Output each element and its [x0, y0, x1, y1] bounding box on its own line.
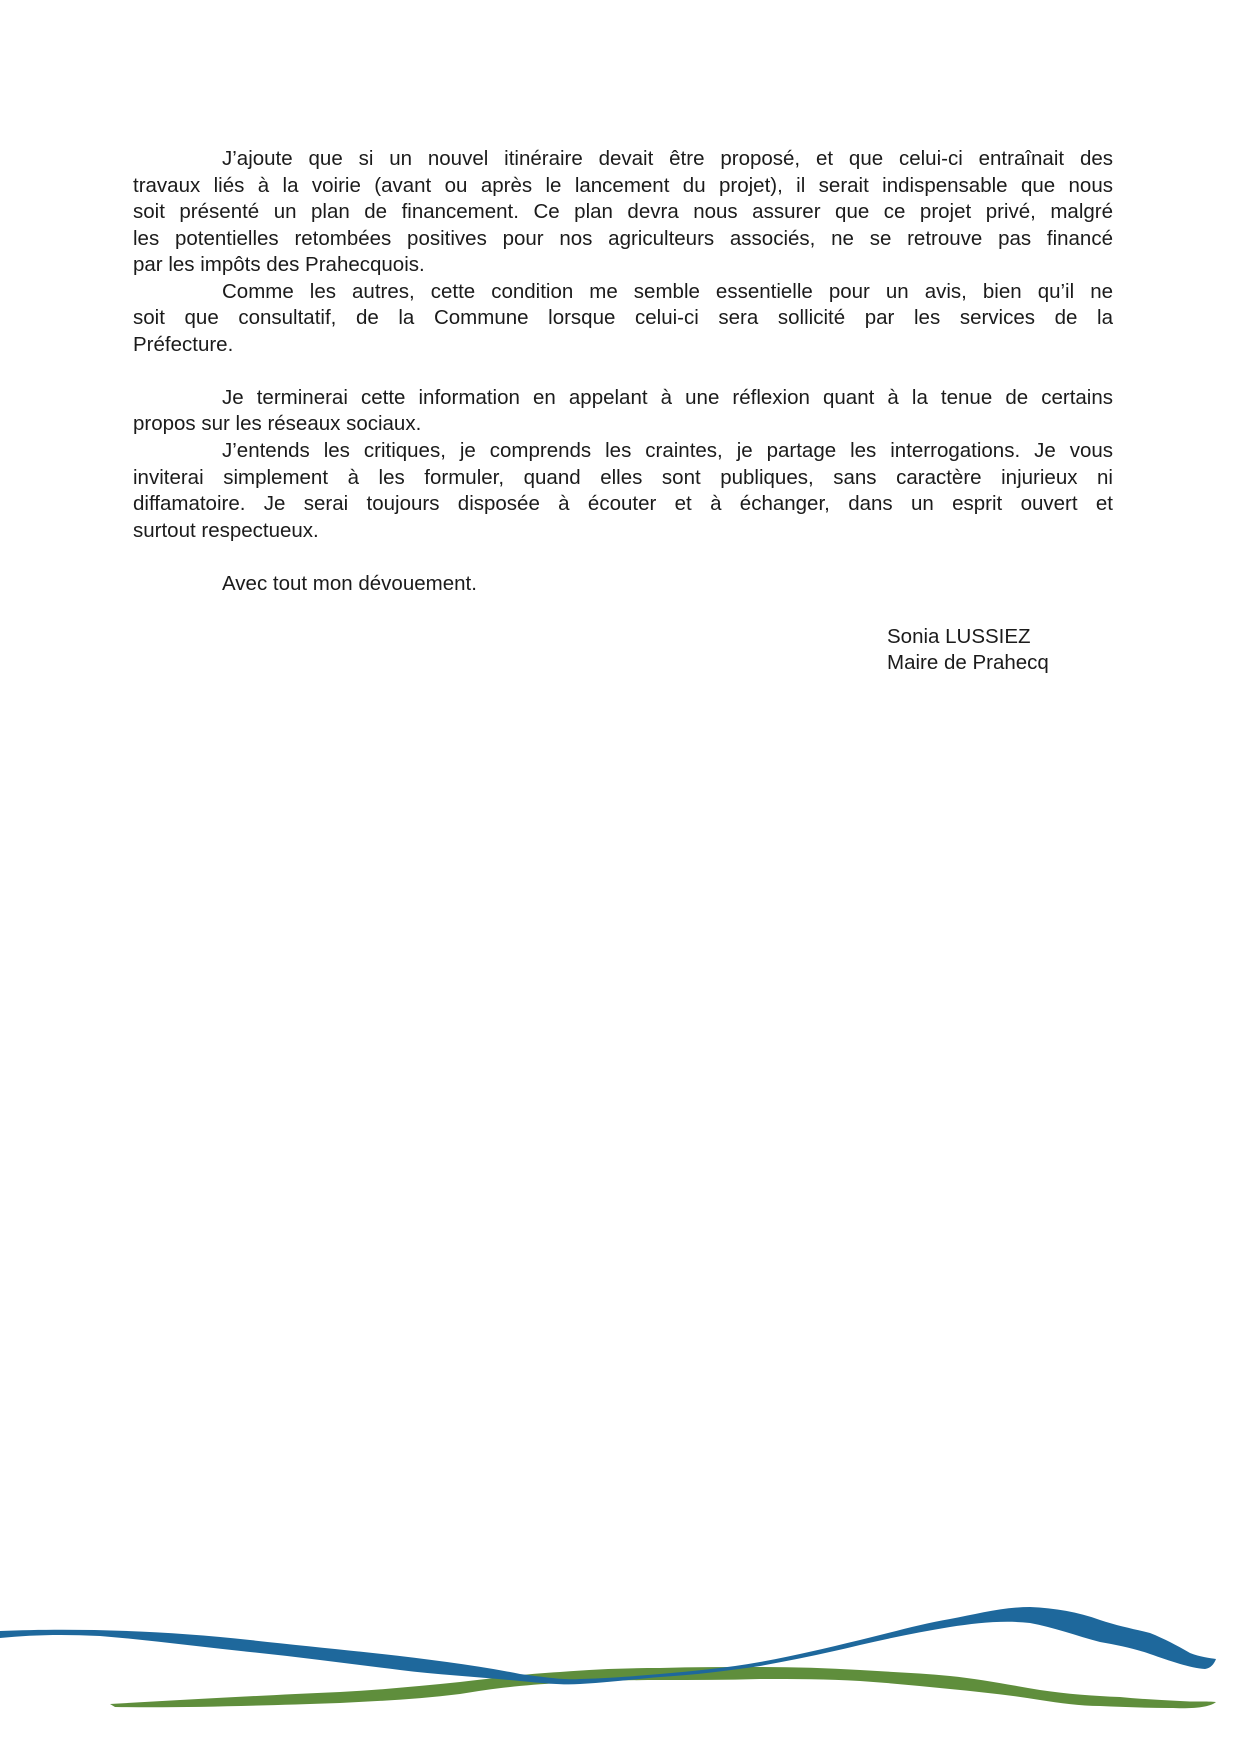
letter-line: Je terminerai cette information en appelant à une réflexion quant à la tenue de certains [222, 385, 1113, 409]
letter-line: surtout respectueux. [133, 518, 319, 542]
letter-line: J’entends les critiques, je comprends les craintes, je partage les interrogations. Je vous [222, 439, 1113, 463]
letter-line: Avec tout mon dévouement. [222, 571, 477, 595]
signature-block [887, 624, 1113, 677]
letter-line: inviterai simplement à les formuler, quand elles sont publiques, sans caractère injurieux ni [133, 465, 1113, 489]
letter-line: J’ajoute que si un nouvel itinéraire devait être proposé, et que celui-ci entraînait des [222, 147, 1113, 170]
letter-paragraphs [133, 146, 1113, 597]
letter-line: Préfecture. [133, 332, 234, 356]
letter-line: Comme les autres, cette condition me semble essentielle pour un avis, bien qu’il ne [222, 279, 1113, 303]
signature-title: Maire de Prahecq [887, 651, 1049, 675]
letter-line: diffamatoire. Je serai toujours disposée à écouter et à échanger, dans un esprit ouvert et [133, 492, 1113, 516]
footer-wave-graphic [0, 1580, 1240, 1753]
blank-line [133, 358, 1113, 385]
letter-line: les potentielles retombées positives pour nos agriculteurs associés, ne se retrouve pas financé [133, 226, 1113, 250]
letter-line: propos sur les réseaux sociaux. [133, 412, 422, 436]
letter-line: travaux liés à la voirie (avant ou après le lancement du projet), il serait indispensable que nous [133, 173, 1113, 197]
blank-line [133, 544, 1113, 571]
wave-green [110, 1667, 1216, 1708]
signature-name: Sonia LUSSIEZ [887, 624, 1031, 648]
letter-line: soit présenté un plan de financement. Ce plan devra nous assurer que ce projet privé, malgré [133, 200, 1113, 224]
letter-line: soit que consultatif, de la Commune lorsque celui-ci sera sollicité par les services de la [133, 306, 1113, 330]
letter-body [133, 146, 1113, 677]
letter-line: par les impôts des Prahecquois. [133, 253, 425, 277]
